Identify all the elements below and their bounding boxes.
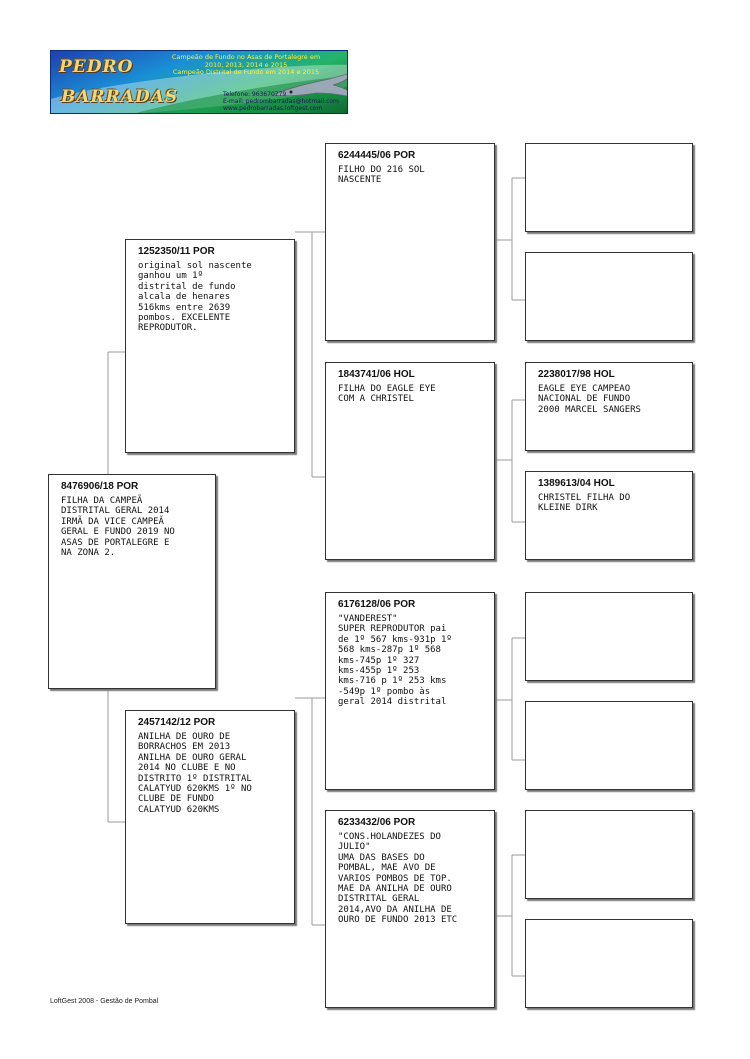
pedigree-gg-6 xyxy=(525,701,693,790)
pedigree-gg-8 xyxy=(525,919,693,1008)
ring-number: 8476906/18 POR xyxy=(61,481,139,492)
pedigree-sire-sire xyxy=(325,143,495,341)
pedigree-gg-1 xyxy=(525,143,693,232)
pedigree-sire xyxy=(125,239,295,453)
ring-number: 6244445/06 POR xyxy=(338,150,416,161)
pedigree-dam xyxy=(125,710,295,924)
bird-description: FILHA DO EAGLE EYE COM A CHRISTEL xyxy=(338,384,436,405)
ring-number: 6176128/06 POR xyxy=(338,599,416,610)
pedigree-gg-5 xyxy=(525,592,693,681)
bird-description: "CONS.HOLANDEZES DO JULIO" UMA DAS BASES DO POMBAL, MAE AVO DE VARIOS POMBOS DE TOP. MAE DA ANILHA DE OURO DISTRITAL GERAL 2014,AVO DA ANILHA DE OURO DE FUNDO 2013 ETC xyxy=(338,832,458,926)
pedigree-gg-3 xyxy=(525,362,693,451)
logo-first-name: PEDRO xyxy=(59,57,134,77)
pedigree-sire-dam xyxy=(325,362,495,560)
pedigree-gg-7 xyxy=(525,810,693,899)
ring-number: 6233432/06 POR xyxy=(338,817,416,828)
bird-description: EAGLE EYE CAMPEAO NACIONAL DE FUNDO 2000 MARCEL SANGERS xyxy=(538,384,641,415)
bird-description: FILHO DO 216 SOL NASCENTE xyxy=(338,165,425,186)
contact-phone: Telefone: 963670779 xyxy=(223,91,287,98)
ring-number: 2457142/12 POR xyxy=(138,717,216,728)
ring-number: 1843741/06 HOL xyxy=(338,369,415,380)
footer-credit: LoftGest 2008 - Gestão de Pombal xyxy=(50,998,159,1005)
ring-number: 1389613/04 HOL xyxy=(538,478,615,489)
banner-achievements: Campeão de Fundo no Asas de Portalegre em 2010, 2013, 2014 e 2015 Campeão Distrital de Fundo em 2014 e 2015 xyxy=(171,53,321,77)
bird-description: ANILHA DE OURO DE BORRACHOS EM 2013 ANILHA DE OURO GERAL 2014 NO CLUBE E NO DISTRITO 1º DISTRITAL CALATYUD 620KMS 1º NO CLUBE DE FUNDO CALATYUD 620KMS xyxy=(138,732,252,815)
pedigree-gg-2 xyxy=(525,252,693,341)
contact-email: E-mail: pedrombarradas@hotmail.com xyxy=(223,98,339,105)
pedigree-dam-dam xyxy=(325,810,495,1008)
ring-number: 2238017/98 HOL xyxy=(538,369,615,380)
bird-description: CHRISTEL FILHA DO KLEINE DIRK xyxy=(538,493,631,514)
pedigree-subject xyxy=(48,474,216,689)
pedigree-dam-sire xyxy=(325,592,495,790)
logo-last-name: BARRADAS xyxy=(61,87,179,107)
bird-description: "VANDEREST" SUPER REPRODUTOR pai de 1º 567 kms-931p 1º 568 kms-287p 1º 568 kms-745p 1º 327 kms-455p 1º 253 kms-716 p 1º 253 kms -549p 1º pombo às geral 2014 distrital xyxy=(338,614,452,708)
ring-number: 1252350/11 POR xyxy=(138,246,215,257)
contact-website: www.pedrobarradas.loftgest.com xyxy=(223,105,323,112)
bird-description: FILHA DA CAMPEÃ DISTRITAL GERAL 2014 IRMÃ DA VICE CAMPEÃ GERAL E FUNDO 2019 NO ASAS DE PORTALEGRE E NA ZONA 2. xyxy=(61,496,175,559)
pedigree-gg-4 xyxy=(525,471,693,560)
bird-description: original sol nascente ganhou um 1º distrital de fundo alcala de henares 516kms entre 2639 pombos. EXCELENTE REPRODUTOR. xyxy=(138,261,252,334)
